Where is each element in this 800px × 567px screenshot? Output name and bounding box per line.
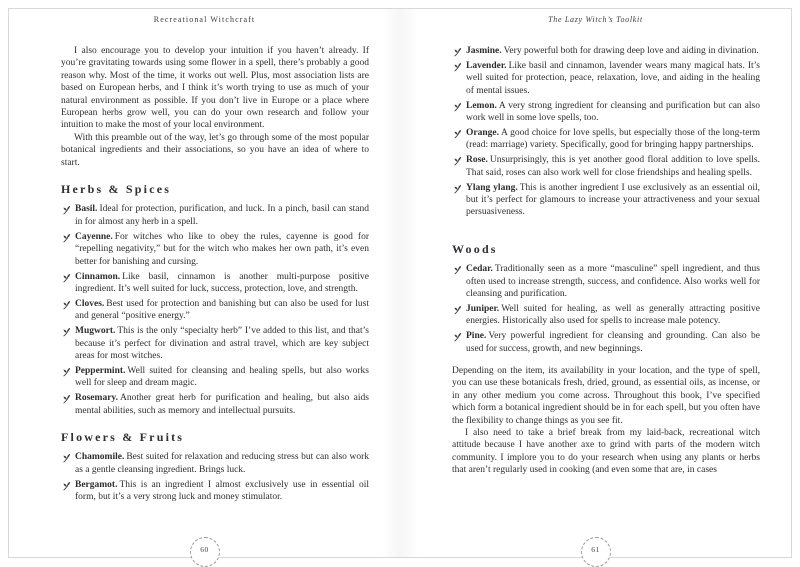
ingredient-description: Traditionally seen as a more “masculine” spell ingredient, and thus often used to increase strength, success, and confidence. Also works well for cleansing and purification. xyxy=(466,264,760,299)
flowers-fruits-list-continued xyxy=(452,45,760,219)
ingredient-description: Like basil, cinnamon is another multi-purpose positive ingredient. It’s well suited for luck, success, protection, love, and strength. xyxy=(75,271,369,294)
ingredient-item xyxy=(452,182,760,219)
sprig-bullet-icon xyxy=(453,184,462,194)
ingredient-item xyxy=(61,298,369,323)
ingredient-name: Lemon. xyxy=(466,100,497,111)
page-number-right xyxy=(581,537,611,567)
page-left xyxy=(9,9,400,557)
ingredient-description: Another great herb for purification and healing, but also aids mental abilities, such as memory and intellectual pursuits. xyxy=(75,393,369,416)
flowers-fruits-list xyxy=(61,451,369,503)
ingredient-description: For witches who like to obey the rules, cayenne is good for “repelling negativity,” but for the witch who makes her own path, it’s even better for banishing and cursing. xyxy=(75,231,369,267)
ingredient-name: Cinnamon. xyxy=(75,271,121,282)
closing-paragraph-1: Depending on the item, its availability in your location, and the type of spell, you can use these botanicals fresh, dried, ground, as essential oils, as incense, or in any other medium you come across. Throughout this book, I’ve specified which form a botanical ingredient should be in for each spell, but you often have the flexibility to change things as you see fit. xyxy=(452,366,760,426)
sprig-bullet-icon xyxy=(62,327,71,337)
ingredient-description: A good choice for love spells, but especially those of the long-term (read: marriage) variety. Specifically, good for bringing happy partnerships. xyxy=(466,127,760,151)
ingredient-name: Rosemary. xyxy=(75,393,119,404)
ingredient-item xyxy=(452,45,760,57)
ingredient-item xyxy=(452,263,760,300)
book-spread xyxy=(8,8,792,558)
sprig-bullet-icon xyxy=(62,205,71,215)
sprig-bullet-icon xyxy=(62,300,71,310)
intro-paragraph-2: With this preamble out of the way, let’s go through some of the most popular botanical ingredients and their associations, so you have an idea of where to start. xyxy=(61,132,369,168)
ingredient-description: This is the only “specialty herb” I’ve added to this list, and that’s because it’s perfect for divination and astral travel, which are key subject areas for most witches. xyxy=(75,326,369,361)
section-heading-flowers-fruits: Flowers & Fruits xyxy=(61,429,185,444)
sprig-bullet-icon xyxy=(62,394,71,404)
sprig-bullet-icon xyxy=(453,305,462,315)
sprig-bullet-icon xyxy=(62,233,71,243)
intro-paragraph-1: I also encourage you to develop your intuition if you haven’t already. If you’re gravitating towards using some flower in a spell, there’s probably a good reason why. Most of the time, it works out well. Plus, most association lists are based on European herbs, and I think it’s worth trying to use as much of your natural environment as possible. If you don’t live in Europe or a place where European herbs grow well, you can do your own research and follow your intuition to make the most of your local environment. xyxy=(61,46,369,131)
ingredient-name: Bergamot. xyxy=(75,479,118,490)
ingredient-item xyxy=(61,451,369,476)
closing-paragraph-2: I also need to take a brief break from my laid-back, recreational witch attitude because I have another axe to grind with parts of the modern witch community. I implore you to do your research when using any plants or herbs that aren’t regularly used in cooking (and even some that are, in cases xyxy=(452,428,760,476)
section-heading-herbs-spices: Herbs & Spices xyxy=(61,182,172,197)
page-number-left xyxy=(190,537,220,567)
ingredient-description: This is another ingredient I use exclusively as an essential oil, but it’s perfect for glamours to increase your attractiveness and your sexual persuasiveness. xyxy=(466,182,760,218)
running-header-right: The Lazy Witch’s Toolkit xyxy=(548,15,643,24)
sprig-bullet-icon xyxy=(453,265,462,275)
sprig-bullet-icon xyxy=(453,156,462,166)
ingredient-name: Chamomile. xyxy=(75,452,125,463)
herbs-spices-list xyxy=(61,203,369,417)
ingredient-item xyxy=(61,231,369,268)
sprig-bullet-icon xyxy=(453,332,462,342)
page-left-content xyxy=(9,45,400,531)
ingredient-item xyxy=(452,100,760,125)
page-right-content xyxy=(400,45,791,531)
ingredient-item xyxy=(61,479,369,504)
ingredient-item xyxy=(61,203,369,228)
section-heading-woods: Woods xyxy=(452,241,498,256)
sprig-bullet-icon xyxy=(453,62,462,72)
ingredient-description: Unsurprisingly, this is yet another good floral addition to love spells. That said, roses can also work well for close friendships and healing spells. xyxy=(466,155,760,178)
woods-list xyxy=(452,263,760,355)
ingredient-name: Mugwort. xyxy=(75,326,116,337)
page-number-right-value: 61 xyxy=(591,545,600,554)
ingredient-item xyxy=(452,303,760,328)
ingredient-name: Ylang ylang. xyxy=(466,182,518,193)
ingredient-name: Peppermint. xyxy=(75,365,126,376)
ingredient-item xyxy=(452,60,760,97)
sprig-bullet-icon xyxy=(62,481,71,491)
ingredient-description: Very powerful both for drawing deep love and aiding in divination. xyxy=(503,46,759,56)
ingredient-description: Ideal for protection, purification, and luck. In a pinch, basil can stand in for almost any herb in a spell. xyxy=(75,204,369,227)
ingredient-name: Juniper. xyxy=(466,303,500,314)
ingredient-name: Lavender. xyxy=(466,60,507,71)
ingredient-description: A very strong ingredient for cleansing and purification but can also work well in some love spells, too. xyxy=(466,100,760,124)
ingredient-name: Pine. xyxy=(466,331,487,342)
ingredient-description: Best suited for relaxation and reducing stress but can also work as a gentle cleansing ingredient. Brings luck. xyxy=(75,452,369,475)
ingredient-name: Orange. xyxy=(466,127,499,138)
ingredient-description: Well suited for healing, as well as generally attracting positive energies. Historically also used for spells to increase male potency. xyxy=(466,303,760,327)
ingredient-item xyxy=(452,154,760,179)
ingredient-name: Cayenne. xyxy=(75,231,113,242)
ingredient-item xyxy=(61,392,369,417)
ingredient-description: Like basil and cinnamon, lavender wears many magical hats. It’s well suited for protection, peace, relaxation, love, and aiding in the healing of mental issues. xyxy=(466,60,760,96)
sprig-bullet-icon xyxy=(453,47,462,57)
ingredient-name: Rose. xyxy=(466,155,488,166)
running-header-left: Recreational Witchcraft xyxy=(153,15,256,24)
ingredient-description: Best used for protection and banishing but can also be used for lust and general “positive energy.” xyxy=(75,298,369,322)
ingredient-item xyxy=(61,271,369,296)
ingredient-item xyxy=(452,127,760,152)
ingredient-name: Basil. xyxy=(75,204,98,215)
ingredient-item xyxy=(452,330,760,355)
ingredient-item xyxy=(61,365,369,390)
sprig-bullet-icon xyxy=(62,367,71,377)
ingredient-name: Cedar. xyxy=(466,264,493,275)
sprig-bullet-icon xyxy=(453,102,462,112)
page-right xyxy=(400,9,791,557)
sprig-bullet-icon xyxy=(62,453,71,463)
ingredient-name: Cloves. xyxy=(75,298,105,309)
page-number-left-value: 60 xyxy=(200,545,209,554)
ingredient-name: Jasmine. xyxy=(466,46,502,56)
ingredient-item xyxy=(61,325,369,362)
ingredient-description: This is an ingredient I almost exclusively use in essential oil form, but it’s a very strong luck and money stimulator. xyxy=(75,479,369,503)
ingredient-description: Well suited for cleansing and healing spells, but also works well for sleep and dream magic. xyxy=(75,365,369,389)
sprig-bullet-icon xyxy=(62,273,71,283)
sprig-bullet-icon xyxy=(453,129,462,139)
ingredient-description: Very powerful ingredient for cleansing and grounding. Can also be used for success, growth, and new beginnings. xyxy=(466,331,760,354)
